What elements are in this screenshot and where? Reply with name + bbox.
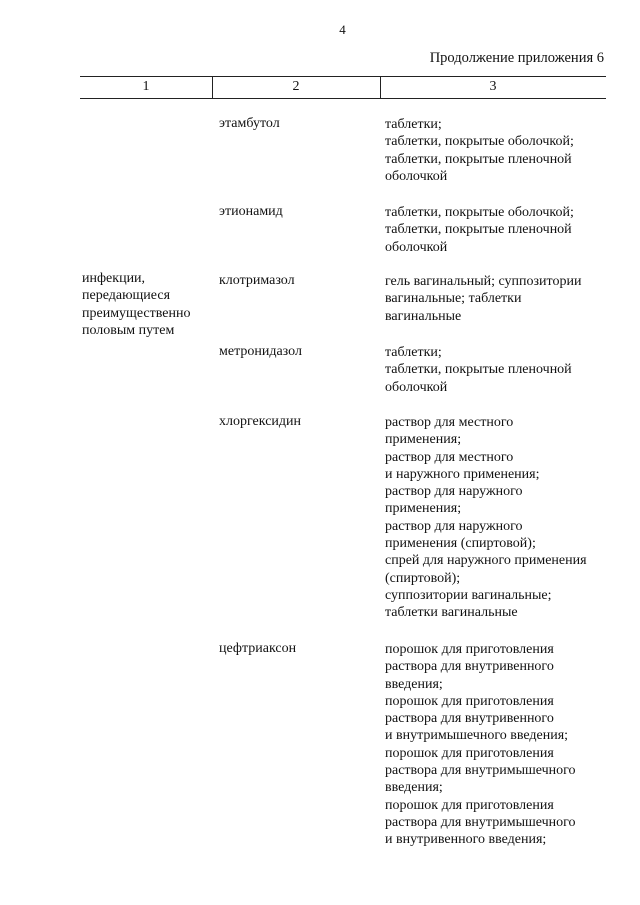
page-number: 4 [339, 22, 346, 37]
table-header [80, 76, 606, 99]
dosage-form-line: раствор для наружного [385, 518, 523, 534]
dosage-form-line: раствора для внутривенного [385, 659, 554, 675]
dosage-form-line: раствор для местного [385, 449, 514, 465]
dosage-form-line: применения (спиртовой); [385, 536, 536, 552]
dosage-form-line: раствора для внутривенного [385, 711, 554, 727]
category-line: передающиеся [82, 288, 171, 304]
dosage-form-line: оболочкой [385, 239, 448, 255]
dosage-form-line: гель вагинальный; суппозитории [385, 274, 582, 289]
dosage-form-line: таблетки, покрытые оболочкой; [385, 205, 574, 220]
dosage-form-line: и внутримышечного введения; [385, 728, 569, 744]
drug-name: этионамид [219, 204, 283, 219]
dosage-form-line: порошок для приготовления [385, 745, 554, 761]
column-header-1: 1 [142, 79, 150, 94]
dosage-form-line: спрей для наружного применения [385, 553, 587, 569]
dosage-form-line: вагинальные [385, 308, 462, 324]
dosage-forms [385, 414, 587, 622]
dosage-form-line: таблетки, покрытые оболочкой; [385, 134, 574, 150]
dosage-form-line: применения; [385, 501, 462, 517]
dosage-forms [385, 641, 576, 849]
dosage-form-line: таблетки, покрытые пленочной [385, 362, 572, 378]
drug-name: хлоргексидин [219, 414, 302, 429]
dosage-form-line: введения; [385, 780, 443, 796]
dosage-form-line: раствора для внутримышечного [385, 763, 576, 779]
drug-name: метронидазол [219, 344, 302, 359]
dosage-form-line: вагинальные; таблетки [385, 291, 522, 307]
category-line: половым путем [82, 322, 175, 338]
dosage-form-line: и наружного применения; [385, 466, 540, 482]
dosage-form-line: таблетки; [385, 345, 442, 360]
dosage-form-line: суппозитории вагинальные; [385, 587, 552, 603]
dosage-form-line: и внутривенного введения; [385, 832, 547, 848]
dosage-form-line: раствора для внутримышечного [385, 814, 576, 830]
dosage-form-line: порошок для приготовления [385, 693, 554, 709]
category-line: инфекции, [82, 271, 146, 286]
continuation-label: Продолжение приложения 6 [429, 50, 604, 66]
column-header-2: 2 [292, 79, 300, 94]
category-line: преимущественно [82, 305, 191, 321]
dosage-form-line: порошок для приготовления [385, 797, 554, 813]
dosage-forms [385, 204, 574, 256]
dosage-form-line: применения; [385, 432, 462, 448]
dosage-form-line: оболочкой [385, 379, 448, 395]
dosage-form-line: введения; [385, 676, 443, 692]
drug-name: цефтриаксон [219, 641, 297, 656]
dosage-forms [385, 273, 581, 325]
dosage-forms [385, 116, 574, 185]
dosage-form-line: порошок для приготовления [385, 642, 554, 657]
category-cell [82, 270, 190, 339]
drug-name: этамбутол [219, 116, 280, 131]
dosage-form-line: оболочкой [385, 168, 448, 184]
drug-name: клотримазол [219, 273, 295, 288]
dosage-form-line: раствор для местного [385, 415, 514, 430]
dosage-form-line: (спиртовой); [385, 570, 461, 586]
dosage-form-line: таблетки; [385, 117, 442, 132]
dosage-form-line: таблетки, покрытые пленочной [385, 151, 572, 167]
dosage-form-line: таблетки, покрытые пленочной [385, 222, 572, 238]
dosage-form-line: раствор для наружного [385, 484, 523, 500]
dosage-form-line: таблетки вагинальные [385, 605, 518, 621]
column-header-3: 3 [489, 79, 497, 94]
dosage-forms [385, 344, 572, 396]
